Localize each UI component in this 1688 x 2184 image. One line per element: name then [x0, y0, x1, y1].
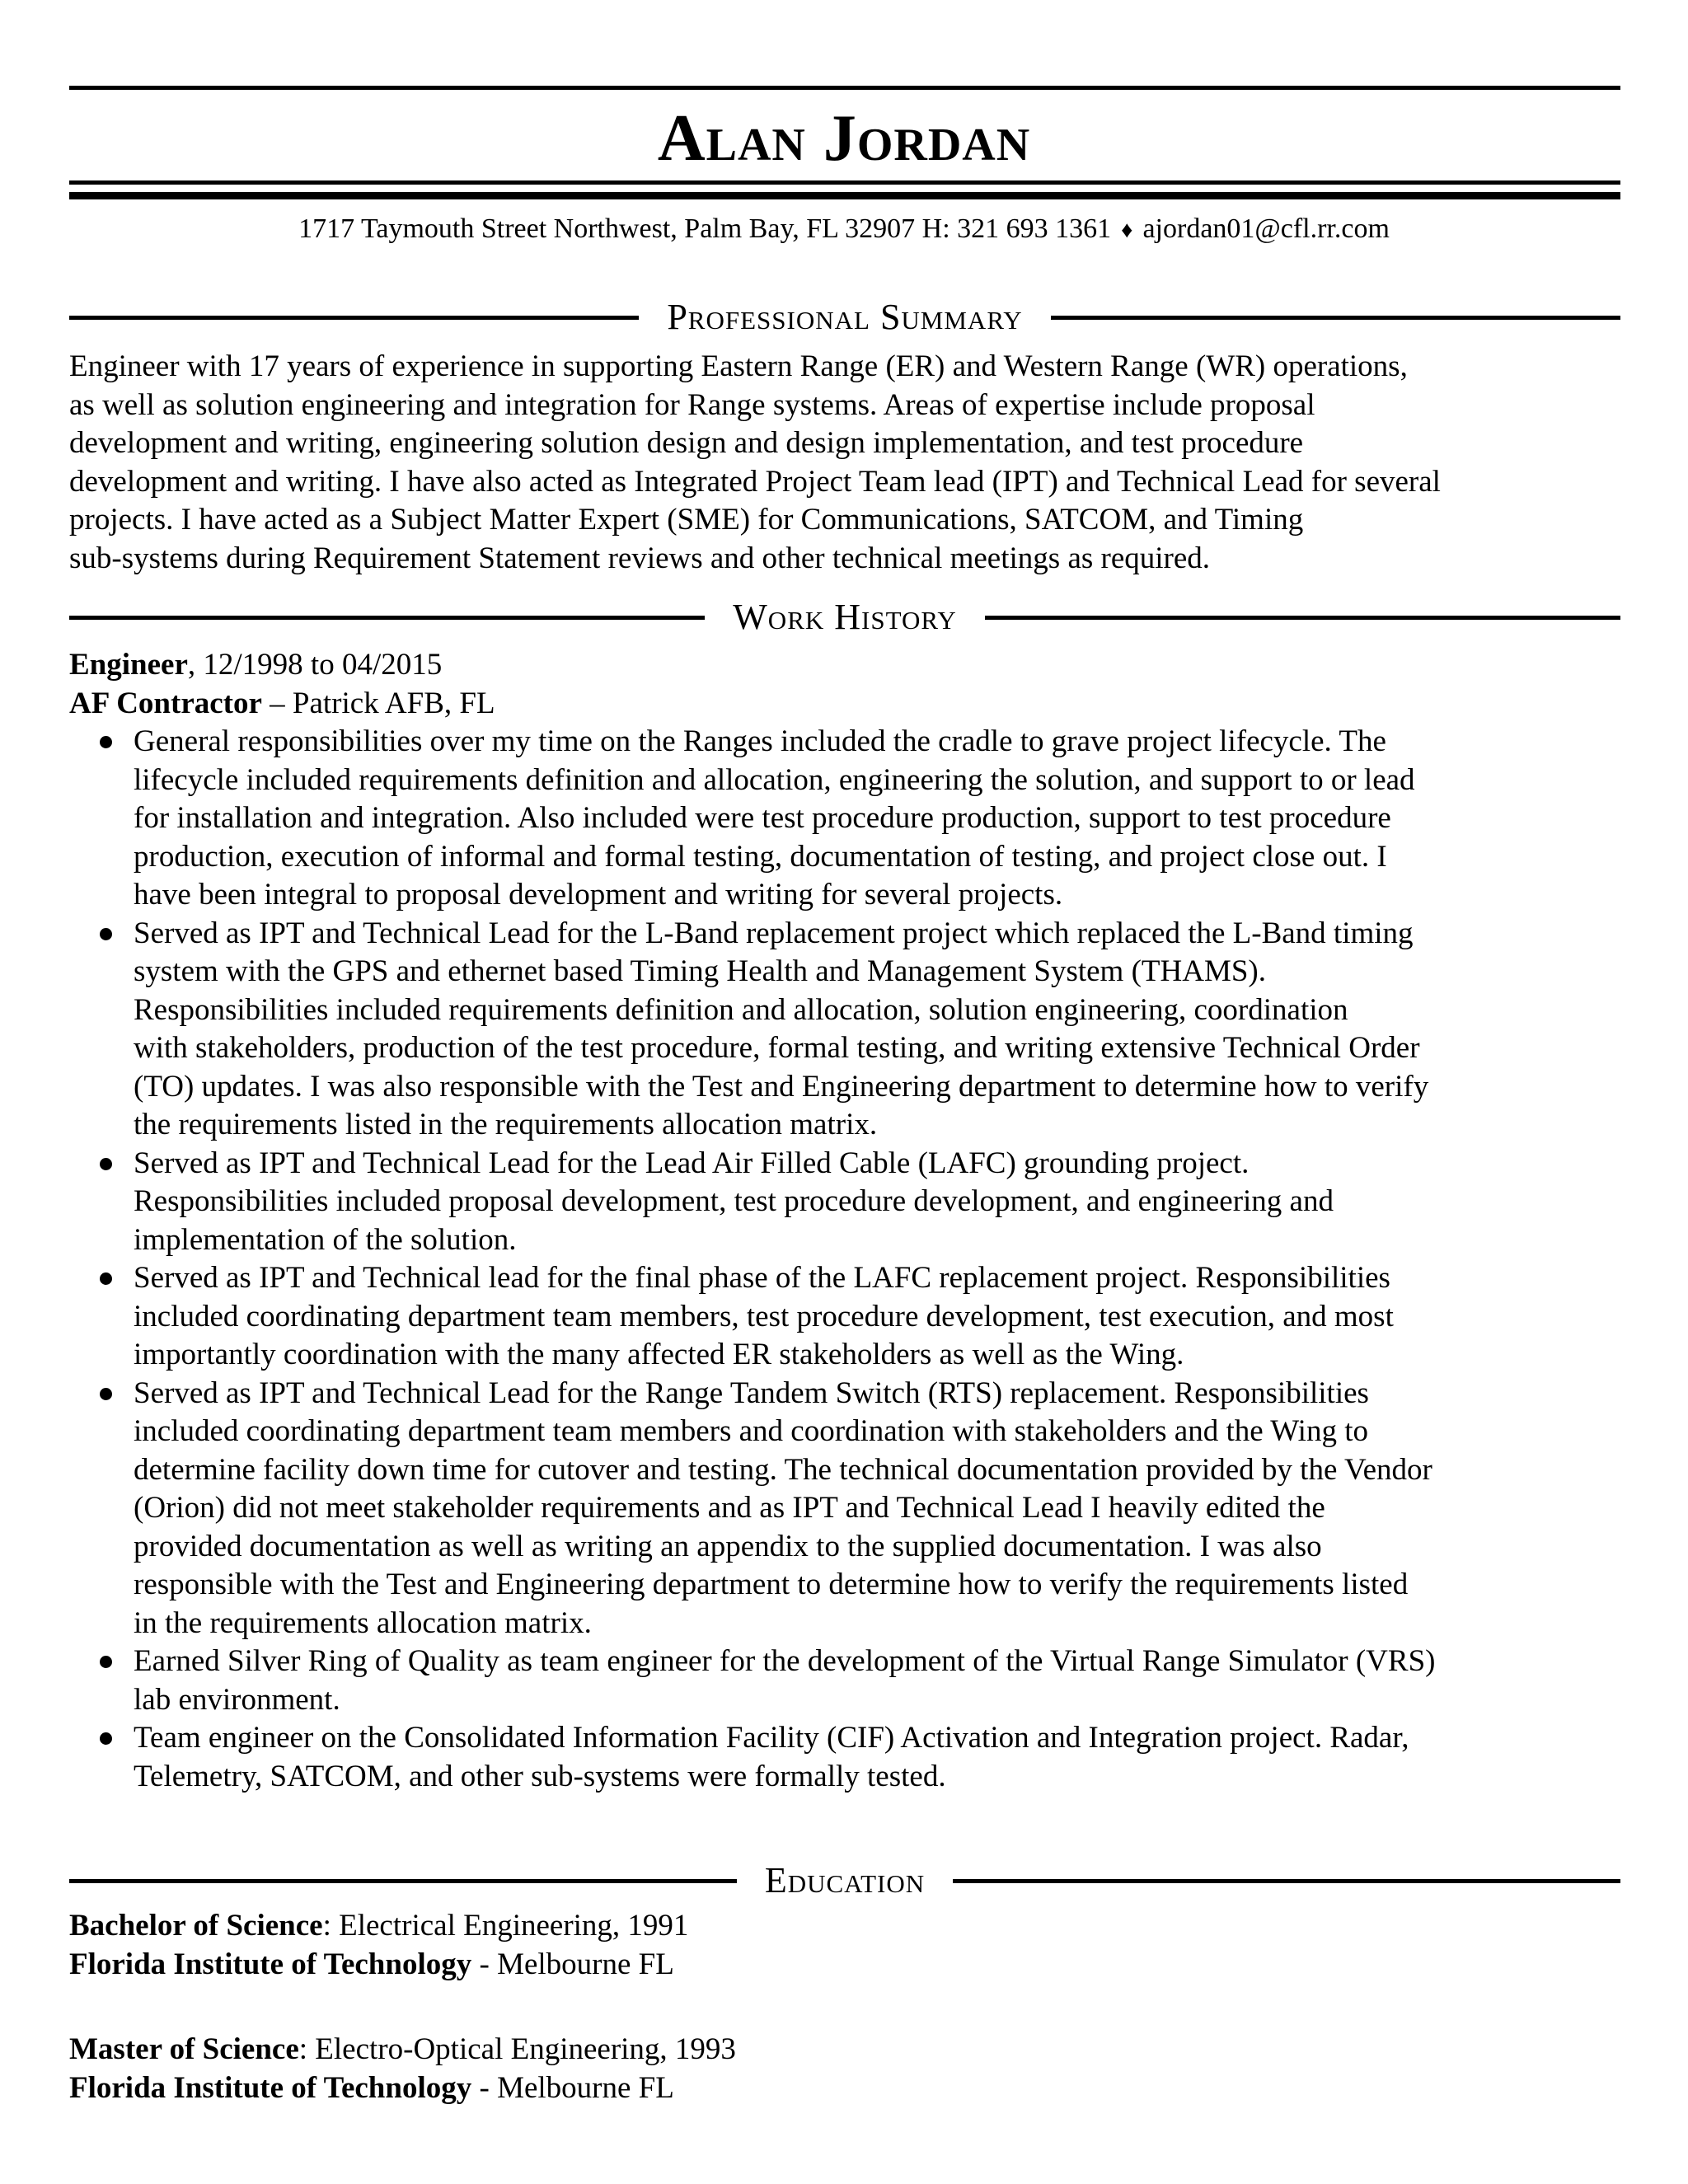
bullet-line: lab environment. — [134, 1682, 340, 1717]
school-line — [69, 2069, 1620, 2108]
education-entry — [69, 1907, 1620, 1984]
bullet-line: Served as IPT and Technical Lead for the Range Tandem Switch (RTS) replacement. Responsibilities — [134, 1376, 1369, 1410]
bullet-line: Team engineer on the Consolidated Information Facility (CIF) Activation and Integration project. Radar, — [134, 1721, 1409, 1755]
list-item — [69, 1643, 1620, 1719]
bullet-line: (Orion) did not meet stakeholder requirements and as IPT and Technical Lead I heavily edited the — [134, 1491, 1325, 1525]
bullet-line: Responsibilities included proposal development, test procedure development, and engineering and — [134, 1184, 1334, 1218]
bullet-line: the requirements listed in the requirements allocation matrix. — [134, 1108, 878, 1141]
header-top-rule — [69, 86, 1620, 90]
list-item — [69, 1259, 1620, 1375]
summary-line: development and writing. I have also acted as Integrated Project Team lead (IPT) and Technical Lead for several — [69, 464, 1441, 499]
bullet-line: system with the GPS and ethernet based Timing Health and Management System (THAMS). — [134, 954, 1266, 988]
bullet-line: (TO) updates. I was also responsible with the Test and Engineering department to determine how to verify — [134, 1069, 1429, 1104]
degree-line — [69, 2031, 1620, 2069]
job-bullets — [69, 723, 1620, 1796]
bullet-line: with stakeholders, production of the test procedure, formal testing, and writing extensive Technical Order — [134, 1031, 1420, 1065]
degree-field: : Electrical Engineering, 1991 — [322, 1909, 689, 1943]
list-item — [69, 1145, 1620, 1260]
degree-field: : Electro-Optical Engineering, 1993 — [298, 2032, 736, 2066]
list-item — [69, 1719, 1620, 1796]
bullet-line: provided documentation as well as writing an appendix to the supplied documentation. I was also — [134, 1529, 1322, 1563]
employer-line — [69, 685, 1620, 724]
job-title-line — [69, 646, 1620, 685]
bullet-line: General responsibilities over my time on the Ranges included the cradle to grave project lifecycle. The — [134, 724, 1386, 758]
school: Florida Institute of Technology — [69, 2070, 472, 2105]
work-heading — [69, 594, 1620, 640]
contact-address-phone: 1717 Taymouth Street Northwest, Palm Bay, FL 32907 H: 321 693 1361 — [298, 213, 1112, 244]
degree-line — [69, 1907, 1620, 1946]
summary-line: development and writing, engineering solution design and design implementation, and test procedure — [69, 426, 1304, 460]
summary-heading — [69, 294, 1620, 340]
bullet-icon — [100, 1158, 112, 1170]
heading-rule-right — [1051, 316, 1620, 320]
bullet-line: Telemetry, SATCOM, and other sub-systems were formally tested. — [134, 1759, 946, 1793]
contact-email: ajordan01@cfl.rr.com — [1142, 213, 1390, 244]
education-heading — [69, 1858, 1620, 1904]
bullet-line: have been integral to proposal development and writing for several projects. — [134, 878, 1063, 912]
school-location: - Melbourne FL — [471, 2070, 674, 2105]
degree: Master of Science — [69, 2032, 299, 2066]
bullet-line: in the requirements allocation matrix. — [134, 1605, 592, 1640]
education-entry — [69, 2031, 1620, 2107]
summary-title: Professional Summary — [667, 297, 1023, 337]
bullet-line: Served as IPT and Technical Lead for the L-Band replacement project which replaced the L-Band timing — [134, 916, 1414, 950]
candidate-name: Alan Jordan — [657, 102, 1031, 175]
bullet-line: included coordinating department team members, test procedure development, test execution, and most — [134, 1299, 1394, 1333]
bullet-line: Served as IPT and Technical lead for the final phase of the LAFC replacement project. Responsibilities — [134, 1261, 1390, 1295]
summary-line: Engineer with 17 years of experience in supporting Eastern Range (ER) and Western Range (WR) operations, — [69, 349, 1408, 383]
list-item — [69, 1375, 1620, 1643]
job-dates: , 12/1998 to 04/2015 — [187, 648, 443, 682]
bullet-line: Served as IPT and Technical Lead for the Lead Air Filled Cable (LAFC) grounding project. — [134, 1146, 1250, 1180]
education-title: Education — [764, 1860, 926, 1900]
school: Florida Institute of Technology — [69, 1947, 472, 1981]
summary-line: projects. I have acted as a Subject Matter Expert (SME) for Communications, SATCOM, and Timing — [69, 503, 1304, 537]
job-location: – Patrick AFB, FL — [261, 686, 495, 720]
list-item — [69, 915, 1620, 1145]
bullet-line: included coordinating department team members and coordination with stakeholders and the Wing to — [134, 1414, 1368, 1448]
header-thick-rule — [69, 192, 1620, 199]
heading-rule-left — [69, 1879, 737, 1883]
bullet-line: responsible with the Test and Engineering department to determine how to verify the requirements listed — [134, 1568, 1409, 1601]
bullet-line: Responsibilities included requirements definition and allocation, solution engineering, coordination — [134, 992, 1348, 1027]
job-entry — [69, 646, 1620, 1796]
heading-rule-right — [953, 1879, 1620, 1883]
school-location: - Melbourne FL — [471, 1947, 674, 1981]
heading-rule-right — [985, 616, 1620, 620]
summary-line: as well as solution engineering and integration for Range systems. Areas of expertise include proposal — [69, 387, 1315, 422]
bullet-line: Earned Silver Ring of Quality as team engineer for the development of the Virtual Range Simulator (VRS) — [134, 1644, 1436, 1678]
bullet-line: lifecycle included requirements definition and allocation, engineering the solution, and support to or lead — [134, 762, 1415, 797]
summary-paragraph — [69, 348, 1620, 578]
bullet-icon — [100, 1272, 112, 1285]
summary-line: sub-systems during Requirement Statement reviews and other technical meetings as required. — [69, 541, 1211, 575]
work-title: Work History — [733, 597, 957, 637]
school-line — [69, 1946, 1620, 1985]
bullet-line: production, execution of informal and formal testing, documentation of testing, and project close out. I — [134, 839, 1387, 874]
employer: AF Contractor — [69, 686, 262, 720]
bullet-icon — [100, 928, 112, 940]
diamond-separator-icon: ♦ — [1121, 218, 1133, 243]
job-title: Engineer — [69, 648, 188, 682]
bullet-line: importantly coordination with the many affected ER stakeholders as well as the Wing. — [134, 1338, 1184, 1371]
bullet-icon — [100, 1732, 112, 1745]
header-thin-rule — [69, 180, 1620, 185]
heading-rule-left — [69, 616, 705, 620]
bullet-line: for installation and integration. Also included were test procedure production, support to test procedure — [134, 801, 1391, 835]
bullet-line: determine facility down time for cutover and testing. The technical documentation provided by the Vendor — [134, 1452, 1432, 1487]
bullet-icon — [100, 1656, 112, 1668]
contact-line — [0, 209, 1688, 251]
bullet-line: implementation of the solution. — [134, 1222, 517, 1257]
degree: Bachelor of Science — [69, 1909, 323, 1943]
list-item — [69, 723, 1620, 915]
heading-rule-left — [69, 316, 639, 320]
bullet-icon — [100, 1388, 112, 1400]
bullet-icon — [100, 736, 112, 748]
